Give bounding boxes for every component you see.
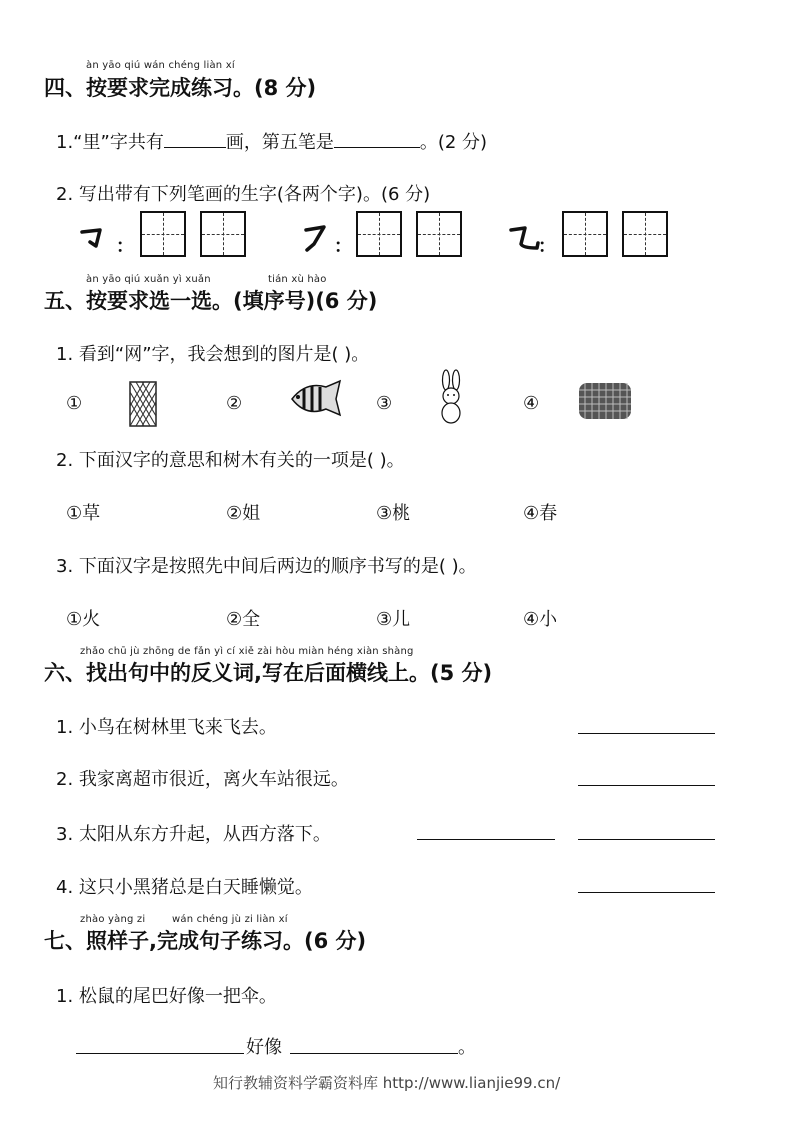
writing-grid[interactable] xyxy=(200,211,246,257)
option-2[interactable]: ②姐 xyxy=(226,503,261,524)
footer-watermark: 知行教辅资料学霸资料库 http://www.lianjie99.cn/ xyxy=(213,1074,561,1092)
answer-line[interactable] xyxy=(290,1053,458,1054)
option-4[interactable]: ④小 xyxy=(523,609,558,630)
stroke-heng-zhe-wan-gou-icon xyxy=(505,218,541,254)
sec5-pinyin-2: tián xù hào xyxy=(268,274,327,285)
option-3[interactable]: ③ xyxy=(376,393,393,414)
option-1[interactable]: ①火 xyxy=(66,609,101,630)
option-2[interactable]: ②全 xyxy=(226,609,261,630)
sec5-q3: 3. 下面汉字是按照先中间后两边的顺序书写的是( )。 xyxy=(56,556,477,577)
sec4-title: 四、按要求完成练习。(8 分) xyxy=(44,76,317,100)
option-1[interactable]: ① xyxy=(66,393,83,414)
writing-grid[interactable] xyxy=(140,211,186,257)
sec4-q1-pre: 1.“里”字共有 xyxy=(56,132,164,153)
answer-line[interactable] xyxy=(578,785,715,786)
colon: ： xyxy=(116,236,134,257)
sec7-title: 七、照样子,完成句子练习。(6 分) xyxy=(44,929,367,953)
stroke-heng-zhe-gou-icon xyxy=(76,218,112,254)
sec4-q1-mid: 画，第五笔是 xyxy=(225,132,334,153)
answer-line[interactable] xyxy=(417,839,555,840)
sec5-q2: 2. 下面汉字的意思和树木有关的一项是( )。 xyxy=(56,450,405,471)
colon: ： xyxy=(334,236,352,257)
sec4-q1-post: 。(2 分) xyxy=(419,132,488,153)
option-3[interactable]: ③儿 xyxy=(376,609,411,630)
option-4[interactable]: ④ xyxy=(523,393,540,414)
sec5-pinyin-1: àn yāo qiú xuǎn yì xuǎn xyxy=(86,274,211,285)
sec4-q2: 2. 写出带有下列笔画的生字(各两个字)。(6 分) xyxy=(56,184,431,205)
sec6-item-4: 4. 这只小黑猪总是白天睡懒觉。 xyxy=(56,877,313,898)
writing-grid[interactable] xyxy=(356,211,402,257)
stroke-heng-pie-icon xyxy=(298,218,334,254)
sec5-title: 五、按要求选一选。(填序号)(6 分) xyxy=(44,289,378,313)
option-1[interactable]: ①草 xyxy=(66,503,101,524)
net-image xyxy=(126,380,160,428)
fish-image xyxy=(288,377,344,419)
sec6-item-3: 3. 太阳从东方升起，从西方落下。 xyxy=(56,824,331,845)
option-4[interactable]: ④春 xyxy=(523,503,558,524)
sec7-pinyin-2: wán chéng jù zi liàn xí xyxy=(172,914,288,925)
sec4-q1 xyxy=(56,128,487,154)
sec4-pinyin: àn yāo qiú wán chéng liàn xí xyxy=(86,60,235,71)
option-2[interactable]: ② xyxy=(226,393,243,414)
writing-grid[interactable] xyxy=(562,211,608,257)
sec7-pinyin-1: zhào yàng zi xyxy=(80,914,146,925)
answer-line[interactable] xyxy=(578,839,715,840)
answer-blank[interactable] xyxy=(334,131,420,148)
answer-blank[interactable] xyxy=(164,131,226,148)
sec6-title: 六、找出句中的反义词,写在后面横线上。(5 分) xyxy=(44,661,493,685)
sec6-pinyin: zhǎo chū jù zhōng de fǎn yì cí xiě zài hòu miàn héng xiàn shàng xyxy=(80,646,414,657)
colon: ： xyxy=(538,236,556,257)
writing-grid[interactable] xyxy=(622,211,668,257)
answer-line[interactable] xyxy=(578,892,715,893)
option-3[interactable]: ③桃 xyxy=(376,503,411,524)
sec7-middle: 好像 xyxy=(246,1037,282,1058)
answer-line[interactable] xyxy=(578,733,715,734)
sec6-item-1: 1. 小鸟在树林里飞来飞去。 xyxy=(56,717,277,738)
sec7-q1: 1. 松鼠的尾巴好像一把伞。 xyxy=(56,986,277,1007)
sec7-end: 。 xyxy=(458,1037,476,1058)
writing-grid[interactable] xyxy=(416,211,462,257)
sec6-item-2: 2. 我家离超市很近，离火车站很远。 xyxy=(56,769,349,790)
answer-line[interactable] xyxy=(76,1053,244,1054)
sec5-q1: 1. 看到“网”字，我会想到的图片是( )。 xyxy=(56,344,370,365)
rabbit-image xyxy=(434,368,468,426)
mesh-image xyxy=(577,380,633,422)
